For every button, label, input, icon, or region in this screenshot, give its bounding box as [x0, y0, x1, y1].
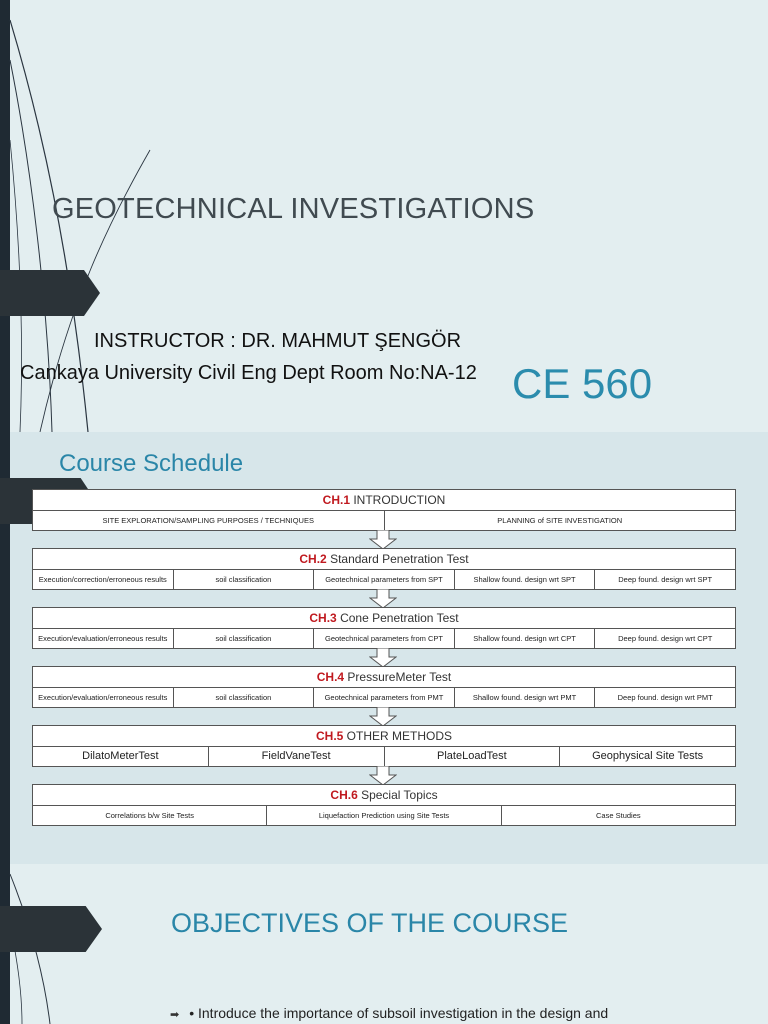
- chapter-number: CH.6: [330, 788, 358, 802]
- chapter-number: CH.5: [315, 729, 344, 743]
- dark-tab: [0, 906, 102, 952]
- schedule-slide: [0, 432, 768, 864]
- subtopic-cell: Geotechnical parameters from CPT: [314, 629, 455, 649]
- schedule-flowchart: [32, 489, 736, 829]
- objectives-slide: [0, 864, 768, 1024]
- chapter-number: CH.4: [316, 670, 345, 684]
- subtopic-cell: Case Studies: [596, 811, 641, 821]
- chapter-heading: [33, 608, 735, 629]
- course-code: CE 560: [512, 360, 653, 407]
- chapter-box: [32, 607, 736, 649]
- chapter-name: Standard Penetration Test: [326, 552, 469, 566]
- chapter-heading: [33, 726, 735, 747]
- subtopic-row: [33, 570, 735, 590]
- chapter-heading: [33, 785, 735, 806]
- chapter-name: Special Topics: [357, 788, 438, 802]
- chapter-number: CH.3: [309, 611, 337, 625]
- chapter-number: CH.2: [299, 552, 327, 566]
- chapter-heading: [33, 490, 735, 511]
- chapter-box: [32, 784, 736, 826]
- subtopic-cell: PlateLoadTest: [385, 747, 561, 767]
- title-slide: [0, 0, 768, 432]
- subtopic-row: [33, 511, 735, 531]
- subtopic-cell: Geotechnical parameters from SPT: [314, 570, 455, 590]
- subtopic-cell: Geotechnical parameters from PMT: [314, 688, 455, 708]
- flow-down-arrow-icon: [369, 766, 397, 786]
- subtopic-row: [33, 806, 735, 826]
- objective-text: • Introduce the importance of subsoil investigation in the design and: [189, 1005, 609, 1021]
- chapter-box: [32, 548, 736, 590]
- chapter-heading: [33, 667, 735, 688]
- chapter-box: [32, 725, 736, 767]
- schedule-title: Course Schedule: [59, 450, 244, 477]
- subtopic-cell: Geophysical Site Tests: [592, 750, 704, 763]
- university-line: Cankaya University Civil Eng Dept Room No:NA-12: [20, 362, 477, 384]
- subtopic-cell: PLANNING of SITE INVESTIGATION: [497, 516, 623, 526]
- instructor-line: INSTRUCTOR : DR. MAHMUT ŞENGÖR: [94, 330, 462, 352]
- flow-down-arrow-icon: [369, 530, 397, 550]
- subtopic-row: [33, 629, 735, 649]
- subtopic-cell: Deep found. design wrt SPT: [618, 575, 713, 585]
- presentation-title: GEOTECHNICAL INVESTIGATIONS: [52, 193, 535, 225]
- subtopic-cell: Deep found. design wrt PMT: [617, 693, 713, 703]
- subtopic-cell: soil classification: [174, 688, 315, 708]
- subtopic-cell: Execution/evaluation/erroneous results: [33, 688, 174, 708]
- subtopic-cell: Shallow found. design wrt PMT: [455, 688, 596, 708]
- chapter-name: PressureMeter Test: [344, 670, 452, 684]
- subtopic-cell: Liquefaction Prediction using Site Tests: [267, 806, 501, 826]
- arrow-bullet-icon: ➡: [170, 1009, 180, 1021]
- subtopic-cell: soil classification: [174, 570, 315, 590]
- subtopic-cell: SITE EXPLORATION/SAMPLING PURPOSES / TECHNIQUES: [33, 511, 385, 531]
- subtopic-row: [33, 747, 735, 767]
- flow-down-arrow-icon: [369, 589, 397, 609]
- flow-down-arrow-icon: [369, 707, 397, 727]
- subtopic-row: [33, 688, 735, 708]
- chapter-box: [32, 489, 736, 531]
- subtopic-cell: soil classification: [174, 629, 315, 649]
- subtopic-cell: DilatoMeterTest: [33, 747, 209, 767]
- subtopic-cell: Shallow found. design wrt SPT: [455, 570, 596, 590]
- chapter-box: [32, 666, 736, 708]
- objectives-title: OBJECTIVES OF THE COURSE: [171, 908, 569, 938]
- chapter-name: Cone Penetration Test: [336, 611, 459, 625]
- chapter-heading: [33, 549, 735, 570]
- subtopic-cell: FieldVaneTest: [209, 747, 385, 767]
- subtopic-cell: Execution/correction/erroneous results: [33, 570, 174, 590]
- chapter-name: INTRODUCTION: [350, 493, 446, 507]
- subtopic-cell: Correlations b/w Site Tests: [33, 806, 267, 826]
- objective-bullet: [170, 1005, 608, 1021]
- subtopic-cell: Deep found. design wrt CPT: [618, 634, 713, 644]
- subtopic-cell: Shallow found. design wrt CPT: [455, 629, 596, 649]
- flow-down-arrow-icon: [369, 648, 397, 668]
- chapter-number: CH.1: [322, 493, 350, 507]
- subtopic-cell: Execution/evaluation/erroneous results: [33, 629, 174, 649]
- dark-tab: [0, 270, 100, 316]
- chapter-name: OTHER METHODS: [343, 729, 452, 743]
